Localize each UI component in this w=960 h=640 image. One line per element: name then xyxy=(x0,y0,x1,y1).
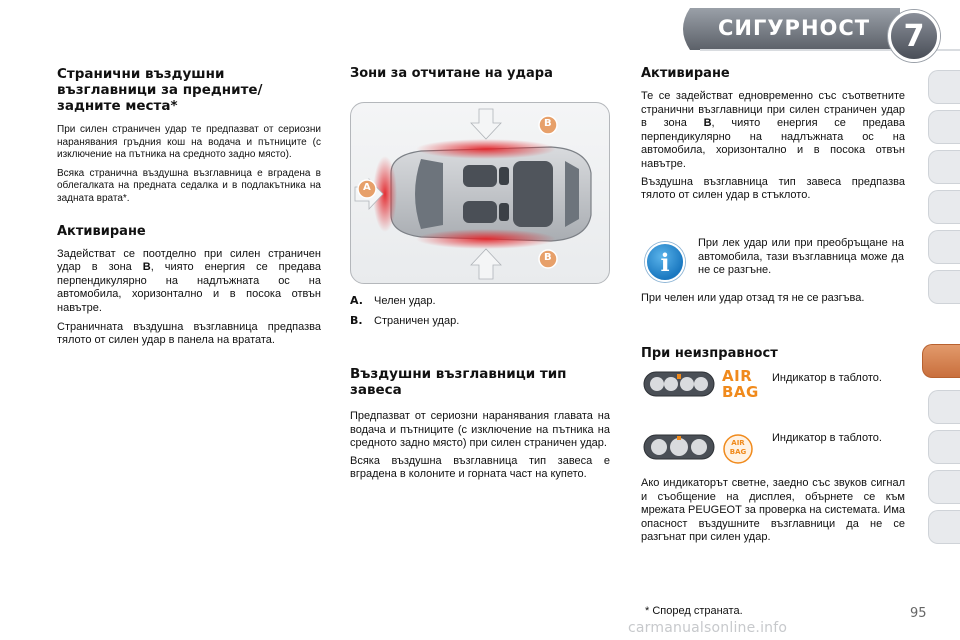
footnote: * Според страната. xyxy=(645,605,743,617)
info-note-text: При лек удар или при преобръщане на автомобила, тази възглавница може да не се разгъне. xyxy=(698,237,904,277)
page-number: 95 xyxy=(910,606,927,621)
column-curtain-airbags xyxy=(350,366,610,482)
side-airbags-location: Всяка странична въздушна възглавница е вградена в облегалката на предната седалка и в подлакътника на задната врата*. xyxy=(57,167,321,204)
chapter-tab-10[interactable] xyxy=(928,470,960,504)
side-activation-text xyxy=(57,248,321,316)
chapter-tab-6[interactable] xyxy=(928,270,960,304)
side-activation-protection: Страничната въздушна възглавница предпазва тялото от силен удар в панела на вратата. xyxy=(57,320,321,347)
column-impact-zones xyxy=(350,66,610,82)
curtain-activation-text-c: , чиято енергия се предава перпендикулярно на надлъжната ос на автомобила, хоризонтално и в посока отвън навътре. xyxy=(641,117,905,170)
malfunction-title: При неизправност xyxy=(641,346,778,361)
chapter-tab-2[interactable] xyxy=(928,110,960,144)
indicator-1-text: Индикатор в таблото. xyxy=(772,372,882,384)
side-airbags-intro: При силен страничен удар те предпазват от сериозни наранявания гръдния кош на водача и пътниците (с изключение на пътника на средното задно място). xyxy=(57,124,321,161)
info-icon xyxy=(645,242,685,282)
chapter-tab-3[interactable] xyxy=(928,150,960,184)
side-airbags-title: Странични въздушни възглавници за предните/ задните места* xyxy=(57,66,263,114)
watermark: carmanualsonline.info xyxy=(628,620,788,636)
info-note-text-2: При челен или удар отзад тя не се разгъва. xyxy=(641,292,865,304)
dashboard-cluster-icon-1 xyxy=(643,371,715,397)
zone-a-description: Челен удар. xyxy=(374,295,436,307)
dashboard-cluster-icon-2 xyxy=(643,434,715,460)
side-activation-zone: B xyxy=(142,261,151,274)
chapter-tab-8[interactable] xyxy=(928,390,960,424)
zone-b-top-label: B xyxy=(544,118,552,129)
zone-b-description: Страничен удар. xyxy=(374,315,460,327)
airbag-badge-text-1: AIR xyxy=(731,439,745,447)
side-activation-text-a: Задействат се поотделно при силен страничен удар в зона xyxy=(57,247,321,274)
zone-a-label: A xyxy=(363,182,371,193)
curtain-airbags-location: Всяка въздушна възглавница тип завеса е вградена в колоните и горната част на купето. xyxy=(350,454,610,481)
chapter-tab-1[interactable] xyxy=(928,70,960,104)
column-curtain-activation xyxy=(641,66,905,203)
header-band xyxy=(0,0,960,56)
zone-b-legend xyxy=(350,314,610,328)
chapter-number: 7 xyxy=(903,18,925,54)
airbag-warning-icon-text-2: BAG xyxy=(722,383,759,401)
curtain-activation-zone: B xyxy=(703,117,712,130)
zone-b-bottom-label: B xyxy=(544,252,552,263)
airbag-badge-text-2: BAG xyxy=(729,448,747,456)
zone-b-letter: B. xyxy=(350,314,363,327)
malfunction-warning-text: Ако индикаторът светне, заедно със звуков сигнал и съобщение на дисплея, обърнете се към мрежата PEUGEOT за проверка на системата. Има опасност въздушните възглавници да не се разгънат при силен удар. xyxy=(641,477,905,544)
curtain-activation-protection: Въздушна възглавница тип завеса предпазва тялото от силен удар в стъклото. xyxy=(641,175,905,202)
side-activation-title: Активиране xyxy=(57,223,146,239)
curtain-activation-title: Активиране xyxy=(641,66,730,81)
chapter-title: СИГУРНОСТ xyxy=(718,16,871,40)
chapter-tab-4[interactable] xyxy=(928,190,960,224)
chapter-tab-5[interactable] xyxy=(928,230,960,264)
side-activation-text-c: , чиято енергия се предава перпендикулярно на надлъжната ос на автомобила, хоризонтално и в посока отвън навътре. xyxy=(57,261,321,314)
zone-a-letter: A. xyxy=(350,294,363,307)
curtain-activation-text xyxy=(641,90,905,172)
curtain-activation-text-a: Те се задействат едновременно със съответните странични възглавници при силен страничен удар в зона xyxy=(641,90,905,130)
impact-zone-legend xyxy=(350,294,610,328)
indicator-2-text: Индикатор в таблото. xyxy=(772,432,882,444)
zone-a-legend xyxy=(350,294,610,308)
info-letter-glyph: i xyxy=(660,247,670,277)
chapter-tabs xyxy=(928,70,960,570)
curtain-airbags-intro: Предпазват от сериозни наранявания главата на водача и пътниците (с изключение на пътника на средното задно място) при силен страничен удар. xyxy=(350,410,610,450)
car-illustration xyxy=(351,103,610,284)
chapter-tab-9[interactable] xyxy=(928,430,960,464)
impact-zones-title: Зони за отчитане на удара xyxy=(350,66,553,81)
chapter-tab-7-active[interactable] xyxy=(922,344,960,378)
curtain-airbags-title: Въздушни възглавници тип завеса xyxy=(350,366,567,398)
chapter-number-badge xyxy=(888,10,940,62)
column-side-airbags xyxy=(57,66,321,348)
car-impact-zones-figure xyxy=(350,102,610,284)
chapter-tab-11[interactable] xyxy=(928,510,960,544)
airbag-warning-icon-text-1: AIR xyxy=(722,367,753,385)
